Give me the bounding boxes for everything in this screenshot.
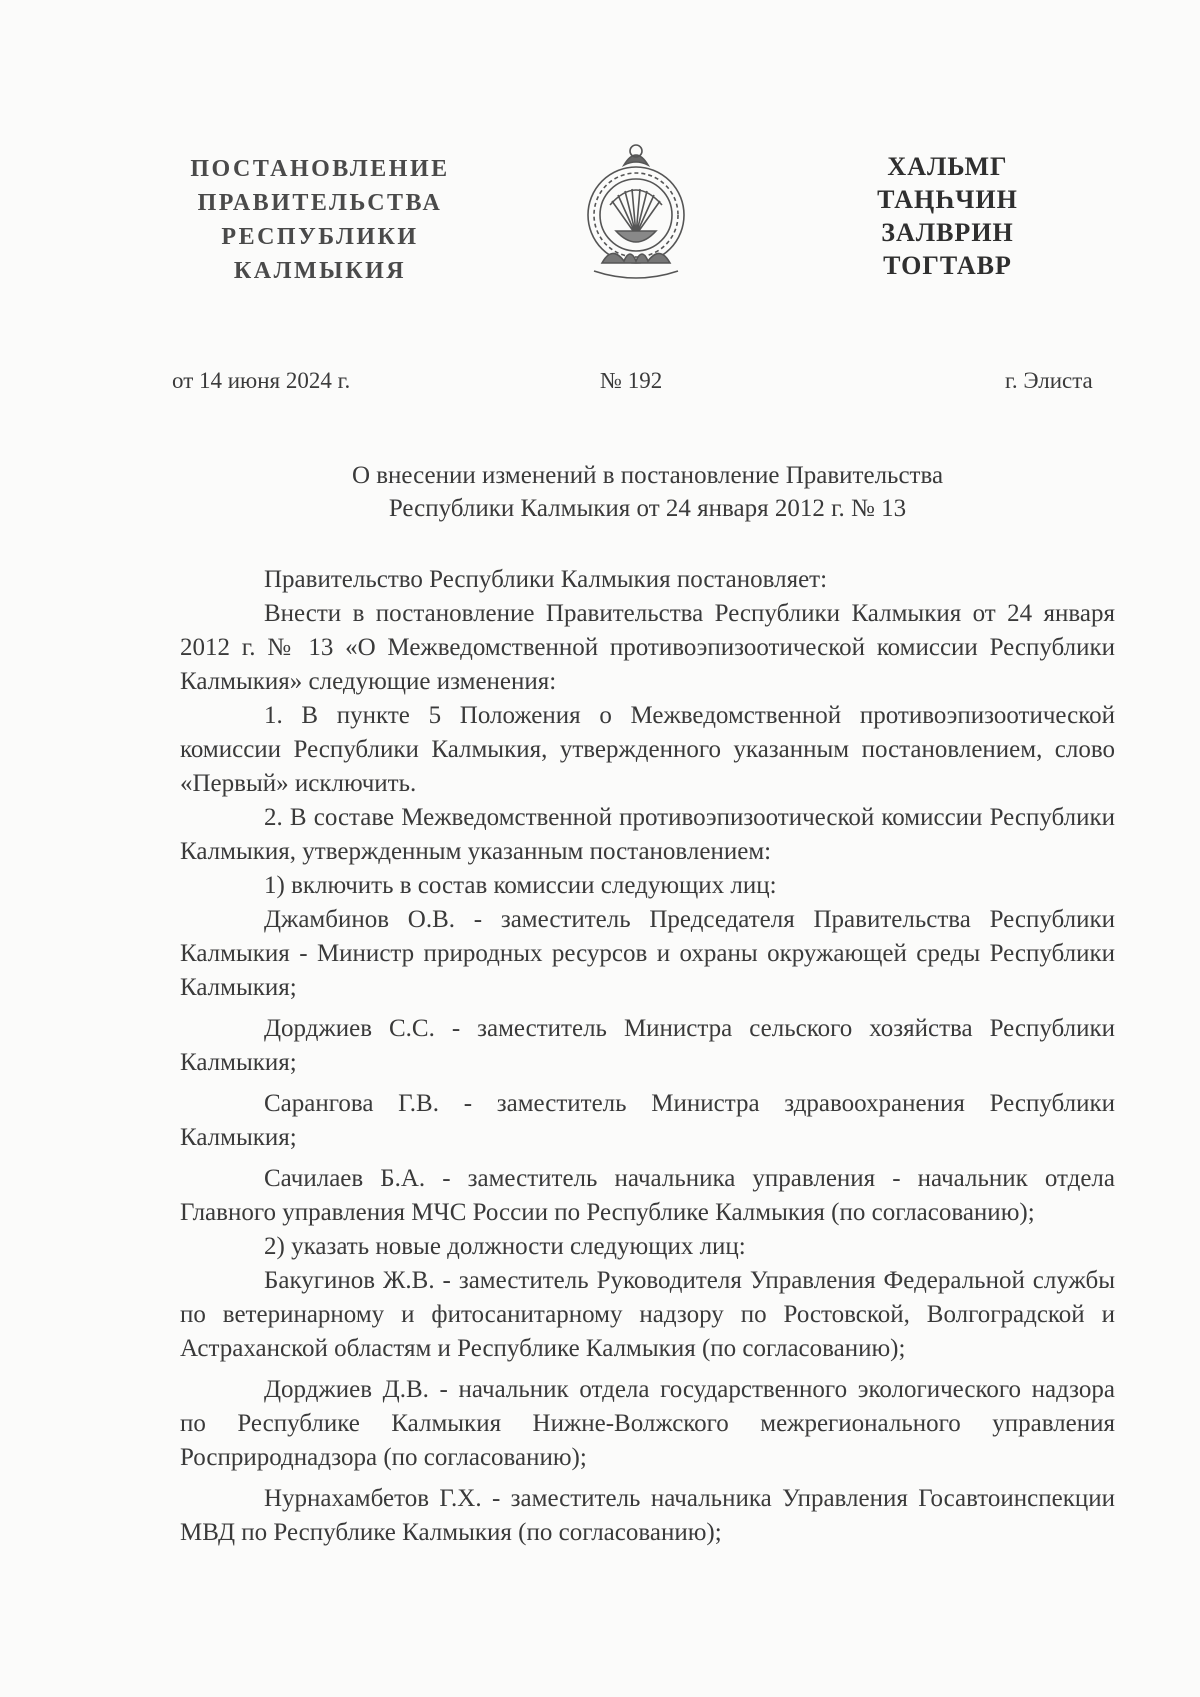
- header-russian-line: ПРАВИТЕЛЬСТВА: [197, 190, 443, 216]
- paragraph-member: Джамбинов О.В. - заместитель Председателя Правительства Республики Калмыкия - Министр природных ресурсов и охраны окружающей среды Республики Калмыкия;: [180, 906, 1115, 1001]
- paragraph-member: Дорджиев Д.В. - начальник отдела государственного экологического надзора по Республике Калмыкия Нижне-Волжского межрегионального управления Росприроднадзора (по согласованию);: [180, 1376, 1115, 1471]
- header-russian-line: КАЛМЫКИЯ: [233, 258, 407, 284]
- paragraph-member: Бакугинов Ж.В. - заместитель Руководителя Управления Федеральной службы по ветеринарному и фитосанитарному надзору по Ростовской, Волгоградской и Астраханской областям и Республике Калмыкия (по согласованию);: [180, 1267, 1115, 1362]
- paragraph-member: Дорджиев С.С. - заместитель Министра сельского хозяйства Республики Калмыкия;: [180, 1015, 1115, 1076]
- header-kalmyk-line: ТОГТАВР: [883, 251, 1012, 280]
- document-date: от 14 июня 2024 г.: [172, 368, 351, 393]
- header-kalmyk: [855, 150, 1040, 282]
- header-russian-line: ПОСТАНОВЛЕНИЕ: [190, 156, 450, 182]
- paragraph-member: Сачилаев Б.А. - заместитель начальника управления - начальник отдела Главного управления МЧС России по Республике Калмыкия (по согласованию);: [180, 1165, 1115, 1226]
- document-body: [180, 563, 1115, 1550]
- paragraph-subitem-2: 2) указать новые должности следующих лиц:: [264, 1233, 746, 1260]
- paragraph-item-2: 2. В составе Межведомственной противоэпизоотической комиссии Республики Калмыкия, утвержденным указанным постановлением:: [180, 804, 1115, 865]
- document-number: № 192: [600, 368, 663, 393]
- paragraph-preamble: Правительство Республики Калмыкия постановляет:: [264, 566, 828, 593]
- coat-of-arms-kalmykia-icon: [572, 135, 700, 287]
- header-kalmyk-line: ЗАЛВРИН: [881, 218, 1014, 247]
- title-line: О внесении изменений в постановление Правительства: [351, 462, 944, 489]
- header-russian: [180, 152, 460, 288]
- header-russian-line: РЕСПУБЛИКИ: [221, 224, 419, 250]
- paragraph-item-1: 1. В пункте 5 Положения о Межведомственной противоэпизоотической комиссии Республики Калмыкия, утвержденного указанным постановлением, слово «Первый» исключить.: [180, 702, 1115, 797]
- document-city: г. Элиста: [1005, 368, 1093, 393]
- paragraph-member: Нурнахамбетов Г.Х. - заместитель начальника Управления Госавтоинспекции МВД по Республике Калмыкия (по согласованию);: [180, 1485, 1115, 1546]
- header-kalmyk-line: ТАҢҺЧИН: [877, 185, 1018, 214]
- title-line: Республики Калмыкия от 24 января 2012 г. № 13: [388, 495, 907, 522]
- header-kalmyk-line: ХАЛЬМГ: [887, 152, 1008, 181]
- paragraph-intro: Внести в постановление Правительства Республики Калмыкия от 24 января 2012 г. № 13 «О Межведомственной противоэпизоотической комиссии Республики Калмыкия» следующие изменения:: [180, 600, 1115, 695]
- document-title: [180, 459, 1115, 525]
- paragraph-subitem-1: 1) включить в состав комиссии следующих лиц:: [264, 872, 777, 899]
- paragraph-member: Сарангова Г.В. - заместитель Министра здравоохранения Республики Калмыкия;: [180, 1090, 1115, 1151]
